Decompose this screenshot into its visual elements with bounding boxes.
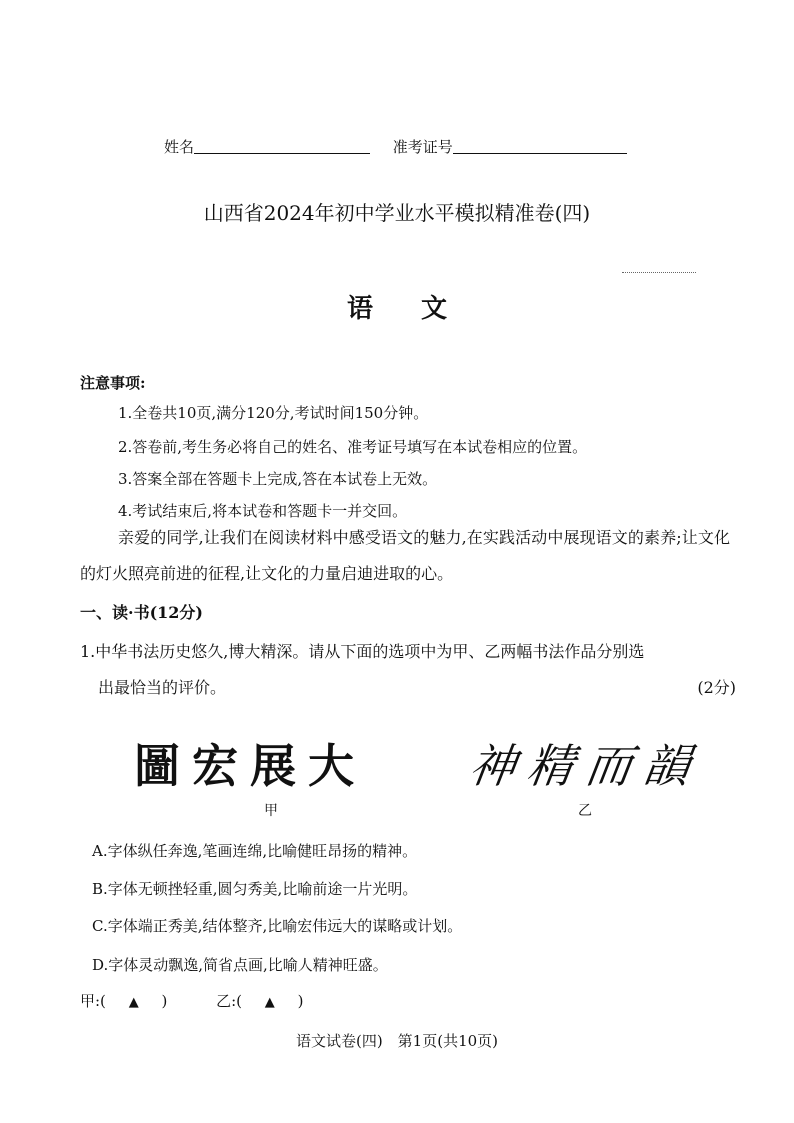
answer-row [80, 990, 303, 1011]
calligraphy-jia: 圖宏展大 [134, 739, 366, 793]
option-c: C.字体端正秀美,结体整齐,比喻宏伟远大的谋略或计划。 [92, 917, 463, 935]
question-1-text-cont: 出最恰当的评价。 [98, 678, 227, 697]
option-b: B.字体无顿挫轻重,圆匀秀美,比喻前途一片光明。 [92, 880, 418, 898]
option-d: D.字体灵动飘逸,简省点画,比喻人精神旺盛。 [92, 956, 388, 974]
answer-jia-label: 甲:( [80, 992, 106, 1010]
candidate-info-row [164, 136, 627, 157]
caption-yi: 乙 [578, 803, 592, 819]
name-field[interactable] [194, 139, 370, 154]
exam-title: 山西省2024年初中学业水平模拟精准卷(四) [203, 201, 591, 225]
answer-yi-close: ) [297, 992, 304, 1010]
faint-mark [622, 272, 696, 276]
question-1-points: (2分) [697, 678, 736, 697]
section-heading: 一、读·书(12分) [80, 603, 203, 622]
subject-title: 语文 [346, 294, 495, 324]
caption-jia: 甲 [264, 803, 278, 819]
answer-jia-blank[interactable]: ▲ [128, 995, 139, 1010]
notice-item: 4.考试结束后,将本试卷和答题卡一并交回。 [118, 502, 408, 520]
notice-item: 3.答案全部在答题卡上完成,答在本试卷上无效。 [118, 470, 438, 488]
question-1-text: 1.中华书法历史悠久,博大精深。请从下面的选项中为甲、乙两幅书法作品分别选 [80, 642, 645, 661]
option-a: A.字体纵任奔逸,笔画连绵,比喻健旺昂扬的精神。 [92, 842, 418, 860]
page-footer: 语文试卷(四) 第1页(共10页) [295, 1032, 499, 1050]
notice-heading: 注意事项: [80, 374, 146, 392]
name-label: 姓名 [164, 138, 195, 156]
notice-item: 1.全卷共10页,满分120分,考试时间150分钟。 [118, 404, 429, 422]
answer-yi-blank[interactable]: ▲ [264, 995, 275, 1010]
notice-item: 2.答卷前,考生务必将自己的姓名、准考证号填写在本试卷相应的位置。 [118, 438, 588, 456]
exam-number-label: 准考证号 [392, 138, 453, 156]
calligraphy-yi: 神精而韻 [465, 739, 706, 793]
exam-number-field[interactable] [453, 139, 627, 154]
intro-paragraph: 亲爱的同学,让我们在阅读材料中感受语文的魅力,在实践活动中展现语文的素养;让文化的灯火照亮前进的征程,让文化的力量启迪进取的心。 [80, 528, 730, 583]
answer-yi-label: 乙:( [216, 992, 243, 1010]
answer-jia-close: ) [161, 992, 168, 1010]
question-1 [80, 634, 736, 706]
